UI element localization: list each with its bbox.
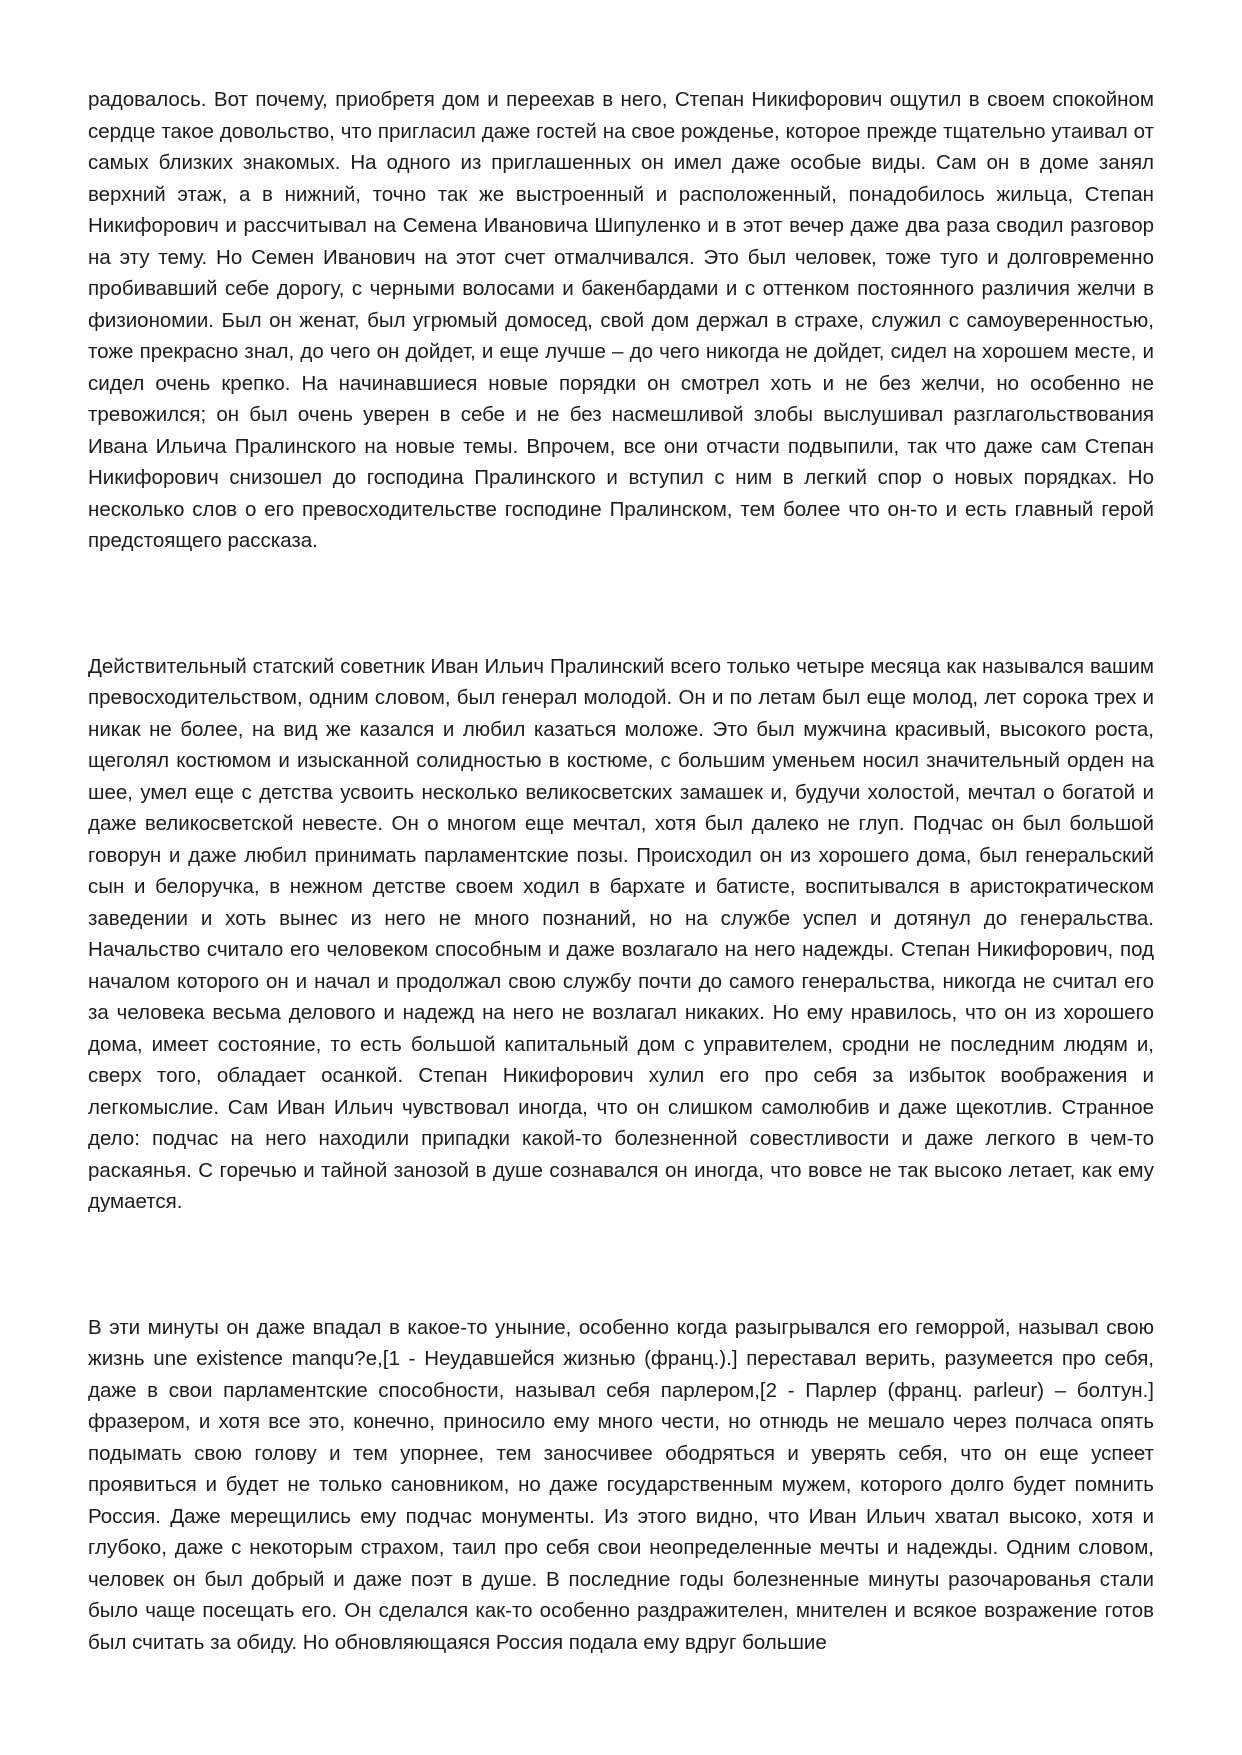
paragraph-1: радовалось. Вот почему, приобретя дом и переехав в него, Степан Никифорович ощутил в своем спокойном сердце такое довольство, что пригласил даже гостей на свое рожденье, которое прежде тщательно утаивал от самых близких знакомых. На одного из приглашенных он имел даже особые виды. Сам он в доме занял верхний этаж, а в нижний, точно так же выстроенный и расположенный, понадобилось жильца, Степан Никифорович и рассчитывал на Семена Ивановича Шипуленко и в этот вечер даже два раза сводил разговор на эту тему. Но Семен Иванович на этот счет отмалчивался. Это был человек, тоже туго и долговременно пробивавший себе дорогу, с черными волосами и бакенбардами и с оттенком постоянного различия желчи в физиономии. Был он женат, был угрюмый домосед, свой дом держал в страхе, служил с самоуверенностью, тоже прекрасно знал, до чего он дойдет, и еще лучше – до чего никогда не дойдет, сидел на хорошем месте, и сидел очень крепко. На начинавшиеся новые порядки он смотрел хоть и не без желчи, но особенно не тревожился; он был очень уверен в себе и не без насмешливой злобы выслушивал разглагольствования Ивана Ильича Пралинского на новые темы. Впрочем, все они отчасти подвыпили, так что даже сам Степан Никифорович снизошел до господина Пралинского и вступил с ним в легкий спор о новых порядках. Но несколько слов о его превосходительстве господине Пралинском, тем более что он-то и есть главный герой предстоящего рассказа. bbox=[88, 88, 1154, 552]
paragraph-gap bbox=[88, 1218, 1154, 1312]
document-page bbox=[88, 84, 1154, 1658]
paragraph-3: В эти минуты он даже впадал в какое-то уныние, особенно когда разыгрывался его геморрой, называл свою жизнь une existence manqu?e,[1 - Неудавшейся жизнью (франц.).] переставал верить, разумеется про себя, даже в свои парламентские способности, называл себя парлером,[2 - Парлер (франц. parleur) – болтун.] фразером, и хотя все это, конечно, приносило ему много чести, но отнюдь не мешало через полчаса опять подымать свою голову и тем упорнее, тем заносчивее ободряться и уверять себя, что он еще успеет проявиться и будет не только сановником, но даже государственным мужем, которого долго будет помнить Россия. Даже мерещились ему подчас монументы. Из этого видно, что Иван Ильич хватал высоко, хотя и глубоко, даже с некоторым страхом, таил про себя свои неопределенные мечты и надежды. Одним словом, человек он был добрый и даже поэт в душе. В последние годы болезненные минуты разочарованья стали было чаще посещать его. Он сделался как-то особенно раздражителен, мнителен и всякое возражение готов был считать за обиду. Но обновляющаяся Россия подала ему вдруг большие bbox=[88, 1315, 1154, 1654]
paragraph-2: Действительный статский советник Иван Ильич Пралинский всего только четыре месяца как назывался вашим превосходительством, одним словом, был генерал молодой. Он и по летам был еще молод, лет сорока трех и никак не более, на вид же казался и любил казаться моложе. Это был мужчина красивый, высокого роста, щеголял костюмом и изысканной солидностью в костюме, с большим уменьем носил значительный орден на шее, умел еще с детства усвоить несколько великосветских замашек и, будучи холостой, мечтал о богатой и даже великосветской невесте. Он о многом еще мечтал, хотя был далеко не глуп. Подчас он был большой говорун и даже любил принимать парламентские позы. Происходил он из хорошего дома, был генеральский сын и белоручка, в нежном детстве своем ходил в бархате и батисте, воспитывался в аристократическом заведении и хоть вынес из него не много познаний, но на службе успел и дотянул до генеральства. Начальство считало его человеком способным и даже возлагало на него надежды. Степан Никифорович, под началом которого он и начал и продолжал свою службу почти до самого генеральства, никогда не считал его за человека весьма делового и надежд на него не возлагал никаких. Но ему нравилось, что он из хорошего дома, имеет состояние, то есть большой капитальный дом с управителем, сродни не последним людям и, сверх того, обладает осанкой. Степан Никифорович хулил его про себя за избыток воображения и легкомыслие. Сам Иван Ильич чувствовал иногда, что он слишком самолюбив и даже щекотлив. Странное дело: подчас на него находили припадки какой-то болезненной совестливости и даже легкого в чем-то раскаянья. С горечью и тайной занозой в душе сознавался он иногда, что вовсе не так высоко летает, как ему думается. bbox=[88, 654, 1154, 1213]
paragraph-gap bbox=[88, 557, 1154, 651]
